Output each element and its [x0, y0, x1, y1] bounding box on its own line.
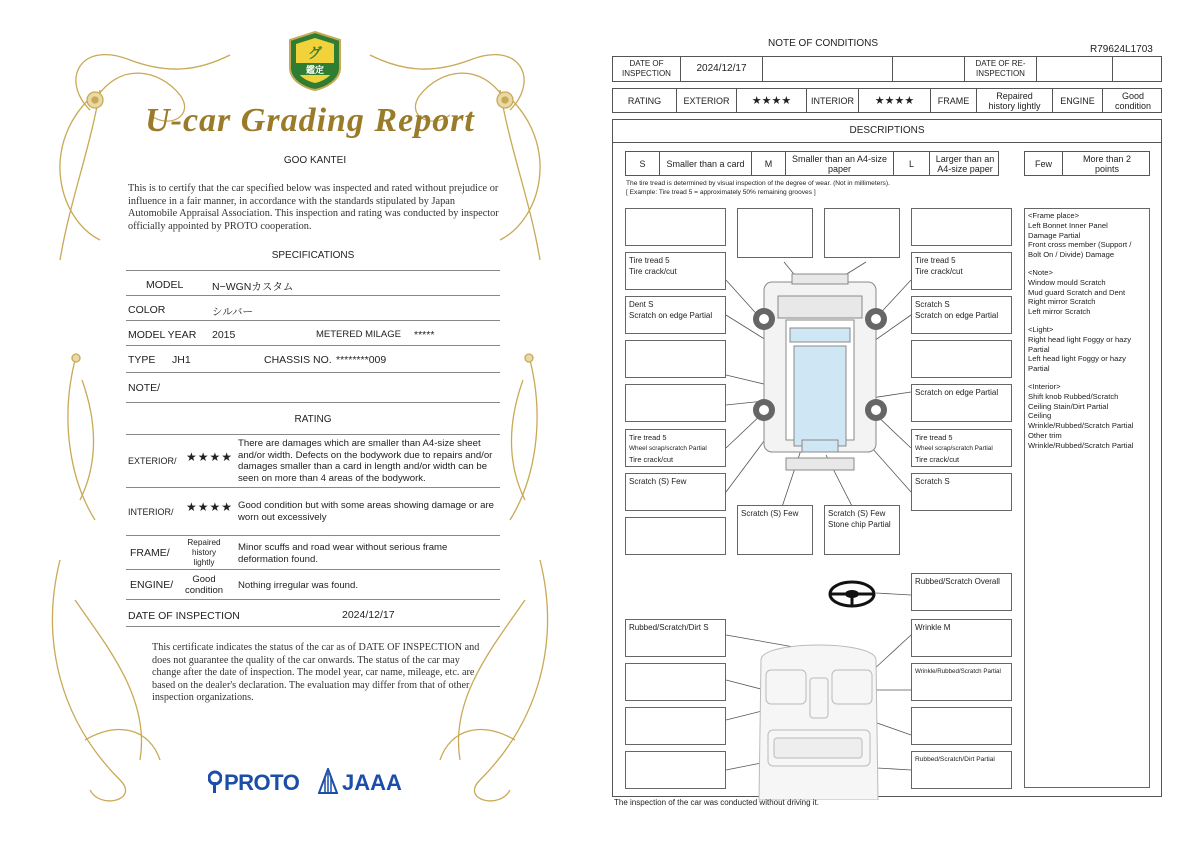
- empty-annotation-box: [737, 208, 813, 258]
- inspection-date-row: [126, 600, 500, 627]
- type-value: JH1: [172, 354, 191, 366]
- rear-seat-right-box: Rubbed/Scratch/Dirt Partial: [911, 751, 1012, 789]
- descriptions-heading: DESCRIPTIONS: [612, 119, 1162, 143]
- empty-annotation-box: [625, 663, 726, 701]
- frame-rating-row: [126, 536, 500, 570]
- model-year-label: MODEL YEAR: [128, 329, 197, 341]
- legend-m: M: [752, 152, 786, 175]
- frame-value: Repaired history lightly: [187, 538, 221, 567]
- report-subtitle: GOO KANTEI: [283, 155, 347, 166]
- proto-brand: PROTO: [224, 770, 300, 795]
- note-of-conditions-sheet: [606, 0, 1200, 848]
- right-rear-body-box: Scratch S: [911, 473, 1012, 511]
- sheet-frame-label: FRAME: [931, 89, 977, 112]
- legend-m-desc: Smaller than an A4-size paper: [786, 152, 894, 175]
- type-label: TYPE: [128, 354, 156, 366]
- reference-number: R79624L1703: [1090, 44, 1153, 55]
- sheet-rating-label: RATING: [613, 89, 677, 112]
- empty-annotation-box: [625, 384, 726, 422]
- model-year-value: 2015: [212, 329, 236, 341]
- front-right-tire-box: Tire tread 5 Tire crack/cut: [911, 252, 1012, 290]
- rear-left-tire-box: Tire tread 5 Wheel scrap/scratch Partial Tire crack/cut: [625, 429, 726, 467]
- model-row: [126, 270, 500, 296]
- sheet-interior-label: INTERIOR: [807, 89, 859, 112]
- report-title: U-car Grading Report: [145, 102, 475, 139]
- reinspection-label: DATE OF RE-INSPECTION: [965, 57, 1037, 81]
- front-left-tire-box: Tire tread 5 Tire crack/cut: [625, 252, 726, 290]
- sheet-footer: The inspection of the car was conducted without driving it.: [614, 798, 819, 807]
- legend-s: S: [626, 152, 660, 175]
- empty-annotation-box: [625, 340, 726, 378]
- svg-text:グ: グ: [308, 46, 322, 62]
- condition-notes: <Frame place> Left Bonnet Inner Panel Damage Partial Front cross member (Support / Bolt On / Divide) Damage <Note> Window mould Scratch Mud guard Scratch and Dent Right mirror Scratch Left mirror Scratch <Light> Right head light Foggy or hazy Partial Left head light Foggy or hazy Partial <Interior> Shift knob Rubbed/Scratch Ceiling Stain/Dirt Partial Ceiling Wrinkle/Rubbed/Scratch Partial Other trim Wrinkle/Rubbed/Scratch Partial: [1024, 208, 1150, 788]
- sheet-rating-row: [612, 88, 1162, 113]
- right-mid-body-box: Scratch on edge Partial: [911, 384, 1012, 422]
- size-legend: [625, 151, 999, 176]
- goo-kantei-badge-icon: [286, 30, 344, 92]
- color-row: [126, 296, 500, 321]
- rear-right-tire-box: Tire tread 5 Wheel scrap/scratch Partial Tire crack/cut: [911, 429, 1012, 467]
- empty-annotation-box: [625, 208, 726, 246]
- exterior-description: There are damages which are smaller than A4-size sheet and/or width. Defects on the bodywork due to repairs and/or damages smaller than a card in length and/or width can be seen on more than 4 areas of the bodywork.: [238, 438, 493, 484]
- note-label: NOTE/: [128, 382, 161, 394]
- legend-few-desc: More than 2 points: [1082, 153, 1132, 174]
- interior-description: Good condition but with some areas showing damage or are worn out excessively: [238, 500, 494, 523]
- interior-label: INTERIOR/: [128, 507, 174, 517]
- type-row: [126, 346, 500, 373]
- empty-annotation-box: [625, 751, 726, 789]
- engine-label: ENGINE/: [130, 579, 174, 591]
- empty-annotation-box: [911, 707, 1012, 745]
- engine-description: Nothing irregular was found.: [238, 580, 358, 591]
- model-value: N−WGNカスタム: [212, 281, 294, 293]
- sheet-exterior-stars: ★★★★: [737, 89, 807, 112]
- left-rear-body-box: Scratch (S) Few: [625, 473, 726, 511]
- reinspection-value: [1037, 57, 1113, 81]
- sheet-heading: NOTE OF CONDITIONS: [768, 38, 878, 49]
- exterior-label: EXTERIOR/: [128, 456, 177, 466]
- interior-stars: ★★★★: [186, 500, 234, 514]
- date-of-inspection-label: DATE OF INSPECTION: [613, 57, 681, 81]
- rear-bumper-box: Scratch (S) Few Stone chip Partial: [824, 505, 900, 555]
- color-value: シルバー: [212, 306, 254, 318]
- chassis-value: ********009: [336, 354, 387, 366]
- engine-rating-row: [126, 570, 500, 600]
- right-front-body-box: Scratch S Scratch on edge Partial: [911, 296, 1012, 334]
- exterior-stars: ★★★★: [186, 450, 234, 464]
- sheet-frame-value: Repaired history lightly: [977, 89, 1053, 112]
- certificate-disclaimer: This certificate indicates the status of the car as of DATE OF INSPECTION and does not guarantee the quality of the car onwards. The status of the car may change after the date of inspection. The model year, car name, mileage, etc. are based on the dealer's declaration. The evaluation may differ from that of other inspection organizations.: [152, 642, 480, 704]
- sheet-interior-stars: ★★★★: [859, 89, 931, 112]
- steering-box: Rubbed/Scratch Overall: [911, 573, 1012, 611]
- specifications-heading: SPECIFICATIONS: [271, 250, 355, 261]
- mileage-label: METERED MILAGE: [316, 329, 401, 340]
- empty-annotation-box: [824, 208, 900, 258]
- note-row: [126, 373, 500, 403]
- sheet-engine-label: ENGINE: [1053, 89, 1103, 112]
- empty-annotation-box: [911, 340, 1012, 378]
- front-seat-right-box: Wrinkle M: [911, 619, 1012, 657]
- legend-few: Few: [1025, 152, 1063, 175]
- jaaa-brand: JAAA: [342, 770, 402, 795]
- model-year-row: [126, 321, 500, 346]
- jaaa-logo-icon: [318, 768, 338, 794]
- rating-heading: RATING: [294, 414, 332, 425]
- sheet-engine-value: Good condition: [1114, 90, 1152, 111]
- legend-l: L: [894, 152, 930, 175]
- left-front-body-box: Dent S Scratch on edge Partial: [625, 296, 726, 334]
- door-trim-right-box: Wrinkle/Rubbed/Scratch Partial: [911, 663, 1012, 701]
- color-label: COLOR: [128, 304, 166, 316]
- certification-statement: This is to certify that the car specified below was inspected and rated without prejudice or influence in a fair manner, in accordance with the standards stipulated by Japan Automobile Appraisal Association. This inspection and rating was conducted by inspector officially appointed by PROTO cooperation.: [128, 183, 499, 232]
- model-label: MODEL: [146, 279, 184, 291]
- mileage-value: *****: [414, 329, 435, 341]
- rear-center-box: Scratch (S) Few: [737, 505, 813, 555]
- tread-note: The tire tread is determined by visual inspection of the degree of wear. (Not in millimeters). [ Example: Tire tread 5 = approximately 50% remaining grooves ]: [626, 180, 890, 196]
- frame-description: Minor scuffs and road wear without serious frame deformation found.: [238, 542, 448, 565]
- frame-label: FRAME/: [130, 547, 170, 559]
- legend-s-desc: Smaller than a card: [660, 152, 752, 175]
- few-legend: [1024, 151, 1150, 176]
- inspection-date-value: 2024/12/17: [342, 609, 395, 621]
- inspection-dates-row: [612, 56, 1162, 82]
- empty-annotation-box: [625, 707, 726, 745]
- date-of-inspection-value: 2024/12/17: [681, 57, 763, 81]
- inspection-date-label: DATE OF INSPECTION: [128, 610, 240, 622]
- empty-annotation-box: [625, 517, 726, 555]
- chassis-label: CHASSIS NO.: [264, 354, 332, 366]
- exterior-rating-row: [126, 434, 500, 488]
- empty-annotation-box: [911, 208, 1012, 246]
- interior-rating-row: [126, 488, 500, 536]
- svg-text:鑑定: 鑑定: [305, 66, 325, 76]
- ceiling-box: Rubbed/Scratch/Dirt S: [625, 619, 726, 657]
- steering-wheel-icon: [830, 582, 874, 606]
- engine-value: Good condition: [184, 574, 224, 596]
- proto-logo-icon: [208, 768, 222, 794]
- legend-l-desc: Larger than an A4-size paper: [935, 153, 995, 174]
- sheet-exterior-label: EXTERIOR: [677, 89, 737, 112]
